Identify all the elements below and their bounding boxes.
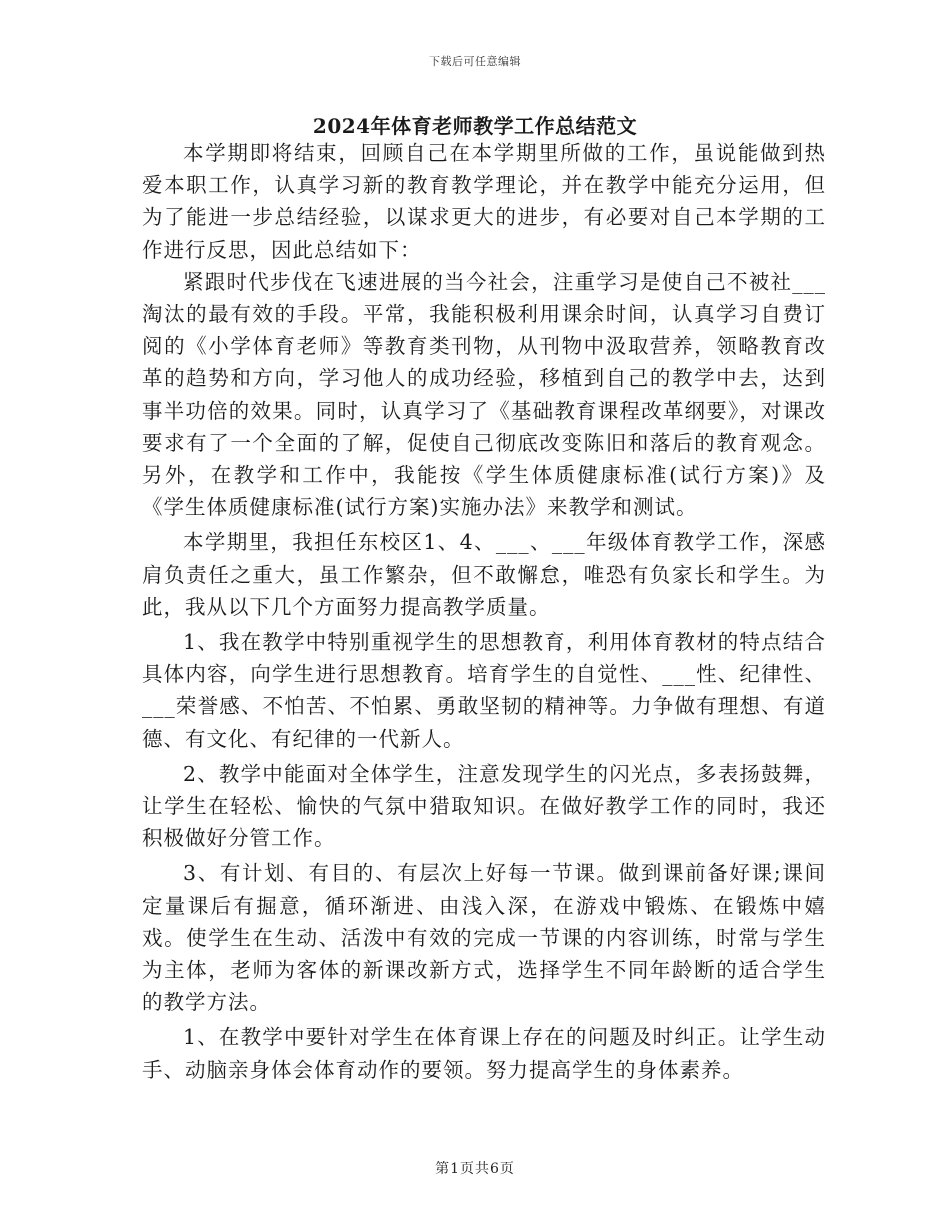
- paragraph-assignment: 本学期里，我担任东校区1、4、___、___年级体育教学工作，深感肩负责任之重大，虽工作繁杂，但不敢懈怠，唯恐有负家长和学生。为此，我从以下几个方面努力提高教学质量。: [142, 530, 826, 619]
- paragraph-point-3: 3、有计划、有目的、有层次上好每一节课。做到课前备好课;课间定量课后有掘意，循环渐进、由浅入深，在游戏中锻炼、在锻炼中嬉戏。使学生在生动、活泼中有效的完成一节课的内容训练，时常与学生为主体，老师为客体的新课改新方式，选择学生不同年龄断的适合学生的教学方法。: [142, 861, 826, 1015]
- paragraph-point-1b: 1、在教学中要针对学生在体育课上存在的问题及时纠正。让学生动手、动脑亲身体会体育动作的要领。努力提高学生的身体素养。: [142, 1025, 826, 1082]
- page-indicator: 第1页共6页: [435, 1161, 515, 1177]
- paragraph-intro: 本学期即将结束，回顾自己在本学期里所做的工作，虽说能做到热爱本职工作，认真学习新的教育教学理论，并在教学中能充分运用，但为了能进一步总结经验，以谋求更大的进步，有必要对自己本学期的工作进行反思，因此总结如下：: [142, 141, 826, 262]
- header-note: 下载后可任意编辑: [429, 55, 521, 68]
- document-title: 2024年体育老师教学工作总结范文: [312, 114, 638, 138]
- paragraph-study: 紧跟时代步伐在飞速进展的当今社会，注重学习是使自己不被社___淘汰的最有效的手段。平常，我能积极利用课余时间，认真学习自费订阅的《小学体育老师》等教育类刊物，从刊物中汲取营养，领略教育改革的趋势和方向，学习他人的成功经验，移植到自己的教学中去，达到事半功倍的效果。同时，认真学习了《基础教育课程改革纲要》，对课改要求有了一个全面的了解，促使自己彻底改变陈旧和落后的教育观念。另外，在教学和工作中，我能按《学生体质健康标准(试行方案)》及《学生体质健康标准(试行方案)实施办法》来教学和测试。: [142, 269, 826, 520]
- document-body: [142, 137, 826, 1086]
- paragraph-point-2: 2、教学中能面对全体学生，注意发现学生的闪光点，多表扬鼓舞，让学生在轻松、愉快的气氛中猎取知识。在做好教学工作的同时，我还积极做好分管工作。: [142, 761, 826, 851]
- paragraph-point-1: 1、我在教学中特别重视学生的思想教育，利用体育教材的特点结合具体内容，向学生进行思想教育。培育学生的自觉性、___性、纪律性、___荣誉感、不怕苦、不怕累、勇敢坚韧的精神等。力争做有理想、有道德、有文化、有纪律的一代新人。: [142, 630, 826, 751]
